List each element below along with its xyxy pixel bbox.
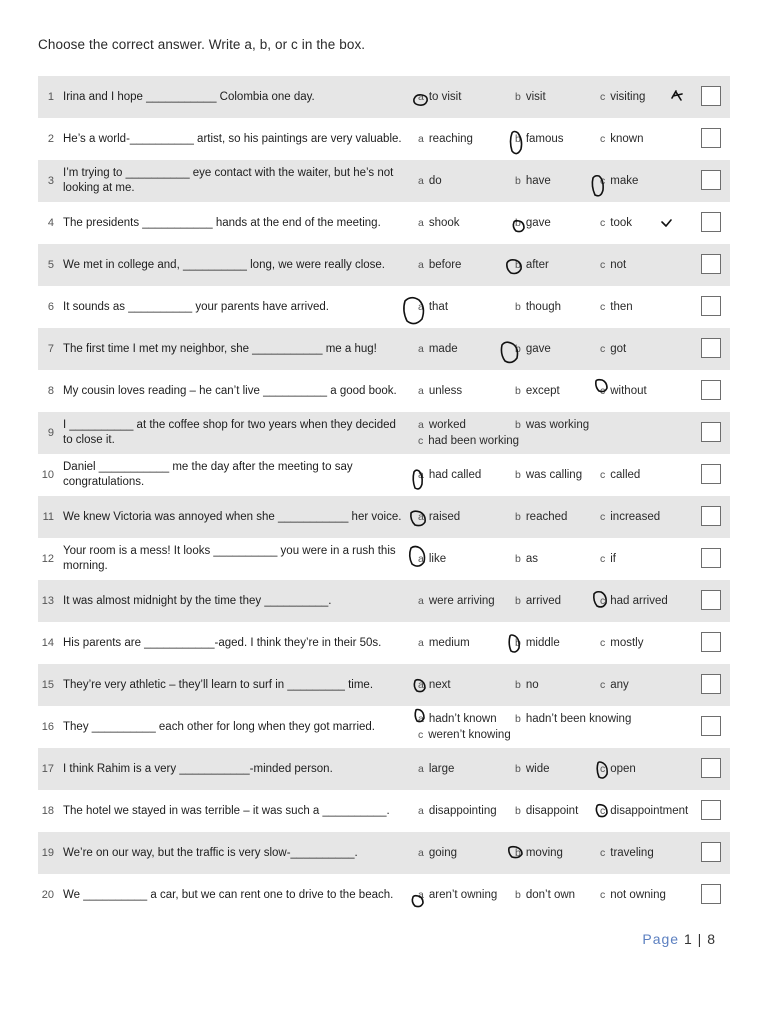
question-row xyxy=(38,874,730,916)
answer-box[interactable] xyxy=(701,338,721,358)
option-a[interactable]: a like xyxy=(418,553,447,565)
option-c[interactable]: c known xyxy=(600,133,644,145)
option-a[interactable]: a to visit xyxy=(418,91,462,103)
page-footer xyxy=(642,931,716,947)
option-a[interactable]: a aren’t owning xyxy=(418,889,498,901)
page-number: 1 xyxy=(683,931,693,947)
question-text: Daniel ___________ me the day after the meeting to say congratulations. xyxy=(63,461,353,488)
question-text: We’re on our way, but the traffic is very slow-__________. xyxy=(63,846,358,859)
option-b[interactable]: b after xyxy=(515,259,549,271)
option-c[interactable]: c had been working xyxy=(418,435,520,447)
question-text: They’re very athletic – they’ll learn to surf in _________ time. xyxy=(63,678,374,691)
question-text: The presidents ___________ hands at the end of the meeting. xyxy=(63,216,381,229)
question-number: 7 xyxy=(47,343,54,355)
option-c[interactable]: c traveling xyxy=(600,847,654,859)
answer-box[interactable] xyxy=(701,506,721,526)
question-row xyxy=(38,76,730,118)
option-c[interactable]: c not owning xyxy=(600,889,666,901)
option-b[interactable]: b wide xyxy=(515,763,550,775)
option-b[interactable]: b disappoint xyxy=(515,805,579,817)
question-text: He’s a world-__________ artist, so his paintings are very valuable. xyxy=(63,132,402,145)
question-number: 1 xyxy=(47,91,54,103)
option-a[interactable]: a unless xyxy=(418,385,463,397)
question-row xyxy=(38,580,730,622)
option-b[interactable]: b hadn’t been knowing xyxy=(515,713,632,725)
answer-box[interactable] xyxy=(701,464,721,484)
option-b[interactable]: b gave xyxy=(515,343,551,355)
answer-box[interactable] xyxy=(701,296,721,316)
option-a[interactable]: a raised xyxy=(418,511,461,523)
question-row xyxy=(38,286,730,328)
answer-box[interactable] xyxy=(701,128,721,148)
option-a[interactable]: a worked xyxy=(418,419,466,431)
option-b[interactable]: b reached xyxy=(515,511,568,523)
question-number: 15 xyxy=(41,679,54,691)
question-text: I __________ at the coffee shop for two years when they decided to close it. xyxy=(63,419,396,446)
question-number: 13 xyxy=(41,595,54,607)
question-row xyxy=(38,454,730,496)
option-a[interactable]: a do xyxy=(418,175,442,187)
option-c[interactable]: c disappointment xyxy=(600,805,689,817)
option-b[interactable]: b famous xyxy=(515,133,564,145)
page-separator: | xyxy=(697,931,703,947)
answer-box[interactable] xyxy=(701,548,721,568)
question-row xyxy=(38,244,730,286)
answer-box[interactable] xyxy=(701,758,721,778)
option-a[interactable]: a that xyxy=(418,301,449,313)
question-number: 10 xyxy=(41,469,54,481)
answer-box[interactable] xyxy=(701,842,721,862)
question-text: They __________ each other for long when they got married. xyxy=(63,720,375,733)
answer-box[interactable] xyxy=(701,800,721,820)
answer-box[interactable] xyxy=(701,86,721,106)
page-word: Page xyxy=(642,931,680,947)
option-a[interactable]: a were arriving xyxy=(418,595,495,607)
option-a[interactable]: a shook xyxy=(418,217,460,229)
option-a[interactable]: a had called xyxy=(418,469,482,481)
question-row xyxy=(38,328,730,370)
option-b[interactable]: b no xyxy=(515,679,539,691)
answer-box[interactable] xyxy=(701,170,721,190)
option-b[interactable]: b have xyxy=(515,175,551,187)
question-row xyxy=(38,748,730,790)
option-c[interactable]: c without xyxy=(600,385,647,397)
question-row xyxy=(38,160,730,202)
option-c[interactable]: c then xyxy=(600,301,633,313)
option-b[interactable]: b arrived xyxy=(515,595,561,607)
option-b[interactable]: b though xyxy=(515,301,562,313)
total-pages: 8 xyxy=(707,931,716,947)
question-text: We met in college and, __________ long, we were really close. xyxy=(63,258,385,271)
answer-box[interactable] xyxy=(701,212,721,232)
option-c[interactable]: c took xyxy=(600,217,632,229)
option-c[interactable]: c mostly xyxy=(600,637,644,649)
option-c[interactable]: c increased xyxy=(600,511,661,523)
question-text: The hotel we stayed in was terrible – it was such a __________. xyxy=(63,804,390,817)
option-c[interactable]: c weren’t knowing xyxy=(418,729,511,741)
question-text: We __________ a car, but we can rent one to drive to the beach. xyxy=(63,888,394,901)
question-row xyxy=(38,832,730,874)
instruction-text: Choose the correct answer. Write a, b, or c in the box. xyxy=(38,37,366,52)
question-row xyxy=(38,118,730,160)
option-b[interactable]: b visit xyxy=(515,91,546,103)
option-c[interactable]: c called xyxy=(600,469,641,481)
question-row xyxy=(38,202,730,244)
option-b[interactable]: b was calling xyxy=(515,469,583,481)
question-number: 20 xyxy=(41,889,54,901)
answer-box[interactable] xyxy=(701,632,721,652)
question-text: I’m trying to __________ eye contact with the waiter, but he’s not looking at me. xyxy=(63,167,394,194)
question-row xyxy=(38,496,730,538)
answer-box[interactable] xyxy=(701,380,721,400)
question-text: I think Rahim is a very ___________-minded person. xyxy=(63,762,333,775)
option-c[interactable]: c not xyxy=(600,259,627,271)
option-a[interactable]: a hadn’t known xyxy=(418,713,497,725)
option-a[interactable]: a next xyxy=(418,679,451,691)
option-c[interactable]: c had arrived xyxy=(600,595,668,607)
question-row xyxy=(38,706,730,748)
option-c[interactable]: c visiting xyxy=(600,91,646,103)
question-text: It sounds as __________ your parents have arrived. xyxy=(63,300,329,313)
option-c[interactable]: c if xyxy=(600,553,616,565)
option-b[interactable]: b moving xyxy=(515,847,563,859)
question-list xyxy=(38,76,730,916)
question-text: His parents are ___________-aged. I think they’re in their 50s. xyxy=(63,636,382,649)
question-number: 6 xyxy=(47,301,54,313)
option-c[interactable]: c got xyxy=(600,343,627,355)
option-c[interactable]: c any xyxy=(600,679,629,691)
option-a[interactable]: a going xyxy=(418,847,457,859)
question-text: We knew Victoria was annoyed when she ___________ her voice. xyxy=(63,510,402,523)
question-row xyxy=(38,622,730,664)
answer-box[interactable] xyxy=(701,254,721,274)
question-number: 18 xyxy=(41,805,54,817)
question-text: My cousin loves reading – he can’t live __________ a good book. xyxy=(63,384,397,397)
question-number: 14 xyxy=(41,637,54,649)
question-number: 5 xyxy=(47,259,54,271)
option-c[interactable]: c open xyxy=(600,763,636,775)
question-row xyxy=(38,790,730,832)
option-a[interactable]: a made xyxy=(418,343,458,355)
answer-box[interactable] xyxy=(701,716,721,736)
question-row xyxy=(38,412,730,454)
question-text: It was almost midnight by the time they __________. xyxy=(63,594,332,607)
question-number: 4 xyxy=(47,217,54,229)
question-number: 16 xyxy=(41,721,54,733)
question-row xyxy=(38,664,730,706)
question-number: 2 xyxy=(47,133,54,145)
question-text: Irina and I hope ___________ Colombia one day. xyxy=(63,90,315,103)
question-row xyxy=(38,370,730,412)
option-b[interactable]: b don’t own xyxy=(515,889,576,901)
answer-box[interactable] xyxy=(701,422,721,442)
option-b[interactable]: b as xyxy=(515,553,538,565)
option-b[interactable]: b was working xyxy=(515,419,590,431)
question-text: Your room is a mess! It looks __________ you were in a rush this morning. xyxy=(63,545,396,572)
option-b[interactable]: b gave xyxy=(515,217,551,229)
answer-box[interactable] xyxy=(701,590,721,610)
question-number: 11 xyxy=(42,511,54,523)
question-text: The first time I met my neighbor, she ___________ me a hug! xyxy=(63,342,377,355)
question-number: 12 xyxy=(41,553,54,565)
option-a[interactable]: a disappointing xyxy=(418,805,497,817)
answer-box[interactable] xyxy=(701,674,721,694)
option-a[interactable]: a before xyxy=(418,259,462,271)
question-number: 17 xyxy=(41,763,54,775)
option-b[interactable]: b except xyxy=(515,385,560,397)
option-a[interactable]: a large xyxy=(418,763,455,775)
question-row xyxy=(38,538,730,580)
question-number: 9 xyxy=(47,427,54,439)
option-c[interactable]: c make xyxy=(600,175,639,187)
answer-box[interactable] xyxy=(701,884,721,904)
question-number: 3 xyxy=(47,175,54,187)
option-b[interactable]: b middle xyxy=(515,637,560,649)
question-number: 19 xyxy=(41,847,54,859)
option-a[interactable]: a reaching xyxy=(418,133,473,145)
question-number: 8 xyxy=(47,385,54,397)
option-a[interactable]: a medium xyxy=(418,637,470,649)
